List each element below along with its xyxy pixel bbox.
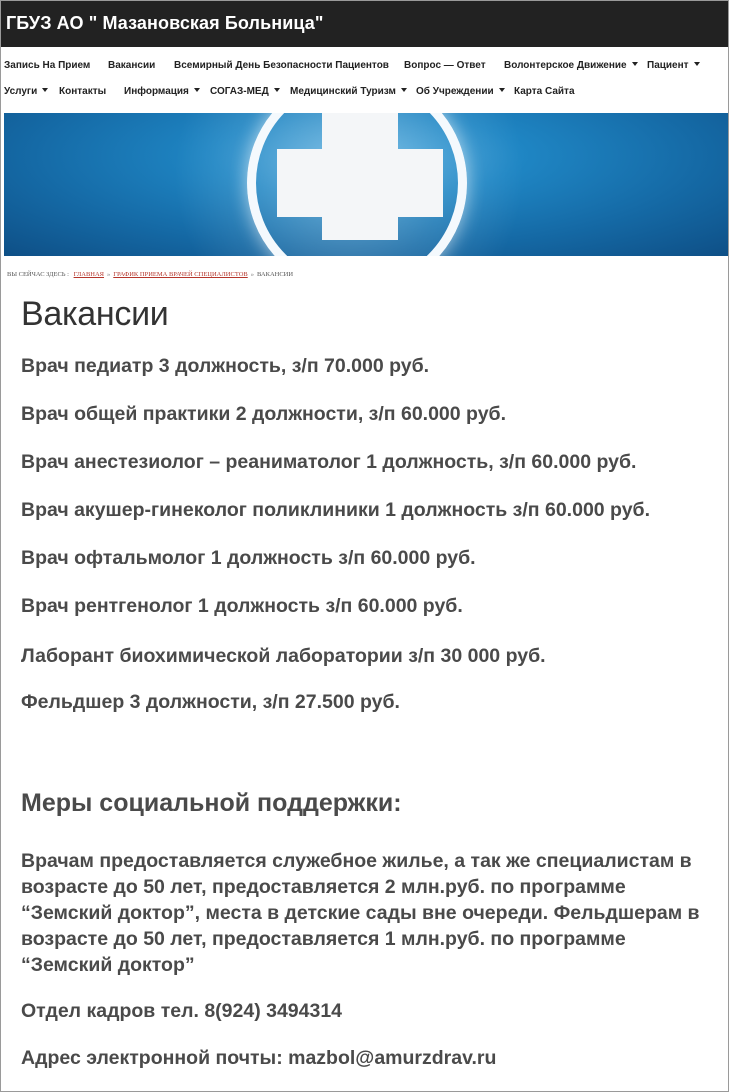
nav-item-appointment[interactable]: [4, 60, 90, 71]
nav-item-information[interactable]: [124, 86, 200, 97]
chevron-down-icon: [632, 62, 638, 66]
nav-item-medical-tourism[interactable]: [290, 86, 407, 97]
vacancy-item: Врач акушер-гинеколог поликлиники 1 должность з/п 60.000 руб.: [21, 499, 651, 521]
breadcrumb-current: ВАКАНСИИ: [256, 271, 294, 278]
breadcrumb-parent-link[interactable]: ГРАФИК ПРИЕМА ВРАЧЕЙ СПЕЦИАЛИСТОВ: [113, 271, 248, 278]
nav-item-label: Вакансии: [108, 60, 156, 71]
header-banner: [4, 113, 728, 256]
breadcrumb-separator: »: [107, 271, 111, 278]
nav-item-label: Услуги: [4, 86, 38, 97]
chevron-down-icon: [274, 88, 280, 92]
nav-item-about[interactable]: [416, 86, 505, 97]
site-header: [1, 1, 728, 47]
page-title: Вакансии: [21, 295, 169, 333]
nav-item-label: Об Учреждении: [416, 86, 494, 97]
vacancy-item: Врач рентгенолог 1 должность з/п 60.000 руб.: [21, 595, 463, 617]
nav-item-patient-safety-day[interactable]: [174, 60, 389, 71]
nav-item-label: Всемирный День Безопасности Пациентов: [174, 60, 389, 71]
vacancy-item: Фельдшер 3 должности, з/п 27.500 руб.: [21, 691, 400, 713]
chevron-down-icon: [694, 62, 700, 66]
social-support-text: Врачам предоставляется служебное жилье, а так же специалистам в возрасте до 50 лет, предоставляется 2 млн.руб. по программе “Земский доктор”, места в детские сады вне очереди. Фельдшерам в возрасте до 50 лет, предоставляется 1 млн.руб. по программе “Земский доктор”: [21, 850, 700, 976]
nav-item-label: Вопрос — Ответ: [404, 60, 486, 71]
vacancy-item: Врач общей практики 2 должности, з/п 60.000 руб.: [21, 403, 507, 425]
nav-item-sogaz-med[interactable]: [210, 86, 280, 97]
email-address[interactable]: Адрес электронной почты: mazbol@amurzdrav.ru: [21, 1047, 497, 1069]
nav-item-label: Медицинский Туризм: [290, 86, 396, 97]
nav-item-patient[interactable]: [647, 60, 700, 71]
nav-item-services[interactable]: [4, 86, 48, 97]
chevron-down-icon: [42, 88, 48, 92]
vacancy-item: Врач педиатр 3 должность, з/п 70.000 руб.: [21, 355, 430, 377]
nav-item-contacts[interactable]: [59, 86, 106, 97]
breadcrumb-home-link[interactable]: ГЛАВНАЯ: [73, 271, 105, 278]
nav-item-sitemap[interactable]: [514, 86, 575, 97]
nav-item-label: Контакты: [59, 86, 107, 97]
chevron-down-icon: [499, 88, 505, 92]
vacancy-item: Врач анестезиолог – реаниматолог 1 должность, з/п 60.000 руб.: [21, 451, 637, 473]
medical-cross-bar: [277, 149, 443, 217]
nav-item-label: Запись На Прием: [4, 60, 91, 71]
nav-item-label: СОГАЗ-МЕД: [210, 86, 269, 97]
site-title[interactable]: ГБУЗ АО " Мазановская Больница": [6, 13, 324, 33]
breadcrumb-separator: »: [250, 271, 254, 278]
vacancy-item: Врач офтальмолог 1 должность з/п 60.000 руб.: [21, 547, 476, 569]
nav-item-label: Информация: [124, 86, 189, 97]
breadcrumb: [7, 271, 293, 278]
breadcrumb-prefix: ВЫ СЕЙЧАС ЗДЕСЬ :: [7, 271, 69, 278]
vacancy-item: Лаборант биохимической лаборатории з/п 30 000 руб.: [21, 645, 546, 667]
nav-item-label: Карта Сайта: [514, 86, 575, 97]
nav-item-label: Волонтерское Движение: [504, 60, 627, 71]
nav-item-vacancies[interactable]: [108, 60, 155, 71]
chevron-down-icon: [194, 88, 200, 92]
hr-phone: Отдел кадров тел. 8(924) 3494314: [21, 1000, 343, 1022]
nav-item-label: Пациент: [647, 60, 689, 71]
nav-item-volunteer[interactable]: [504, 60, 638, 71]
chevron-down-icon: [401, 88, 407, 92]
social-support-heading: Меры социальной поддержки:: [21, 789, 402, 817]
nav-item-faq[interactable]: [404, 60, 486, 71]
